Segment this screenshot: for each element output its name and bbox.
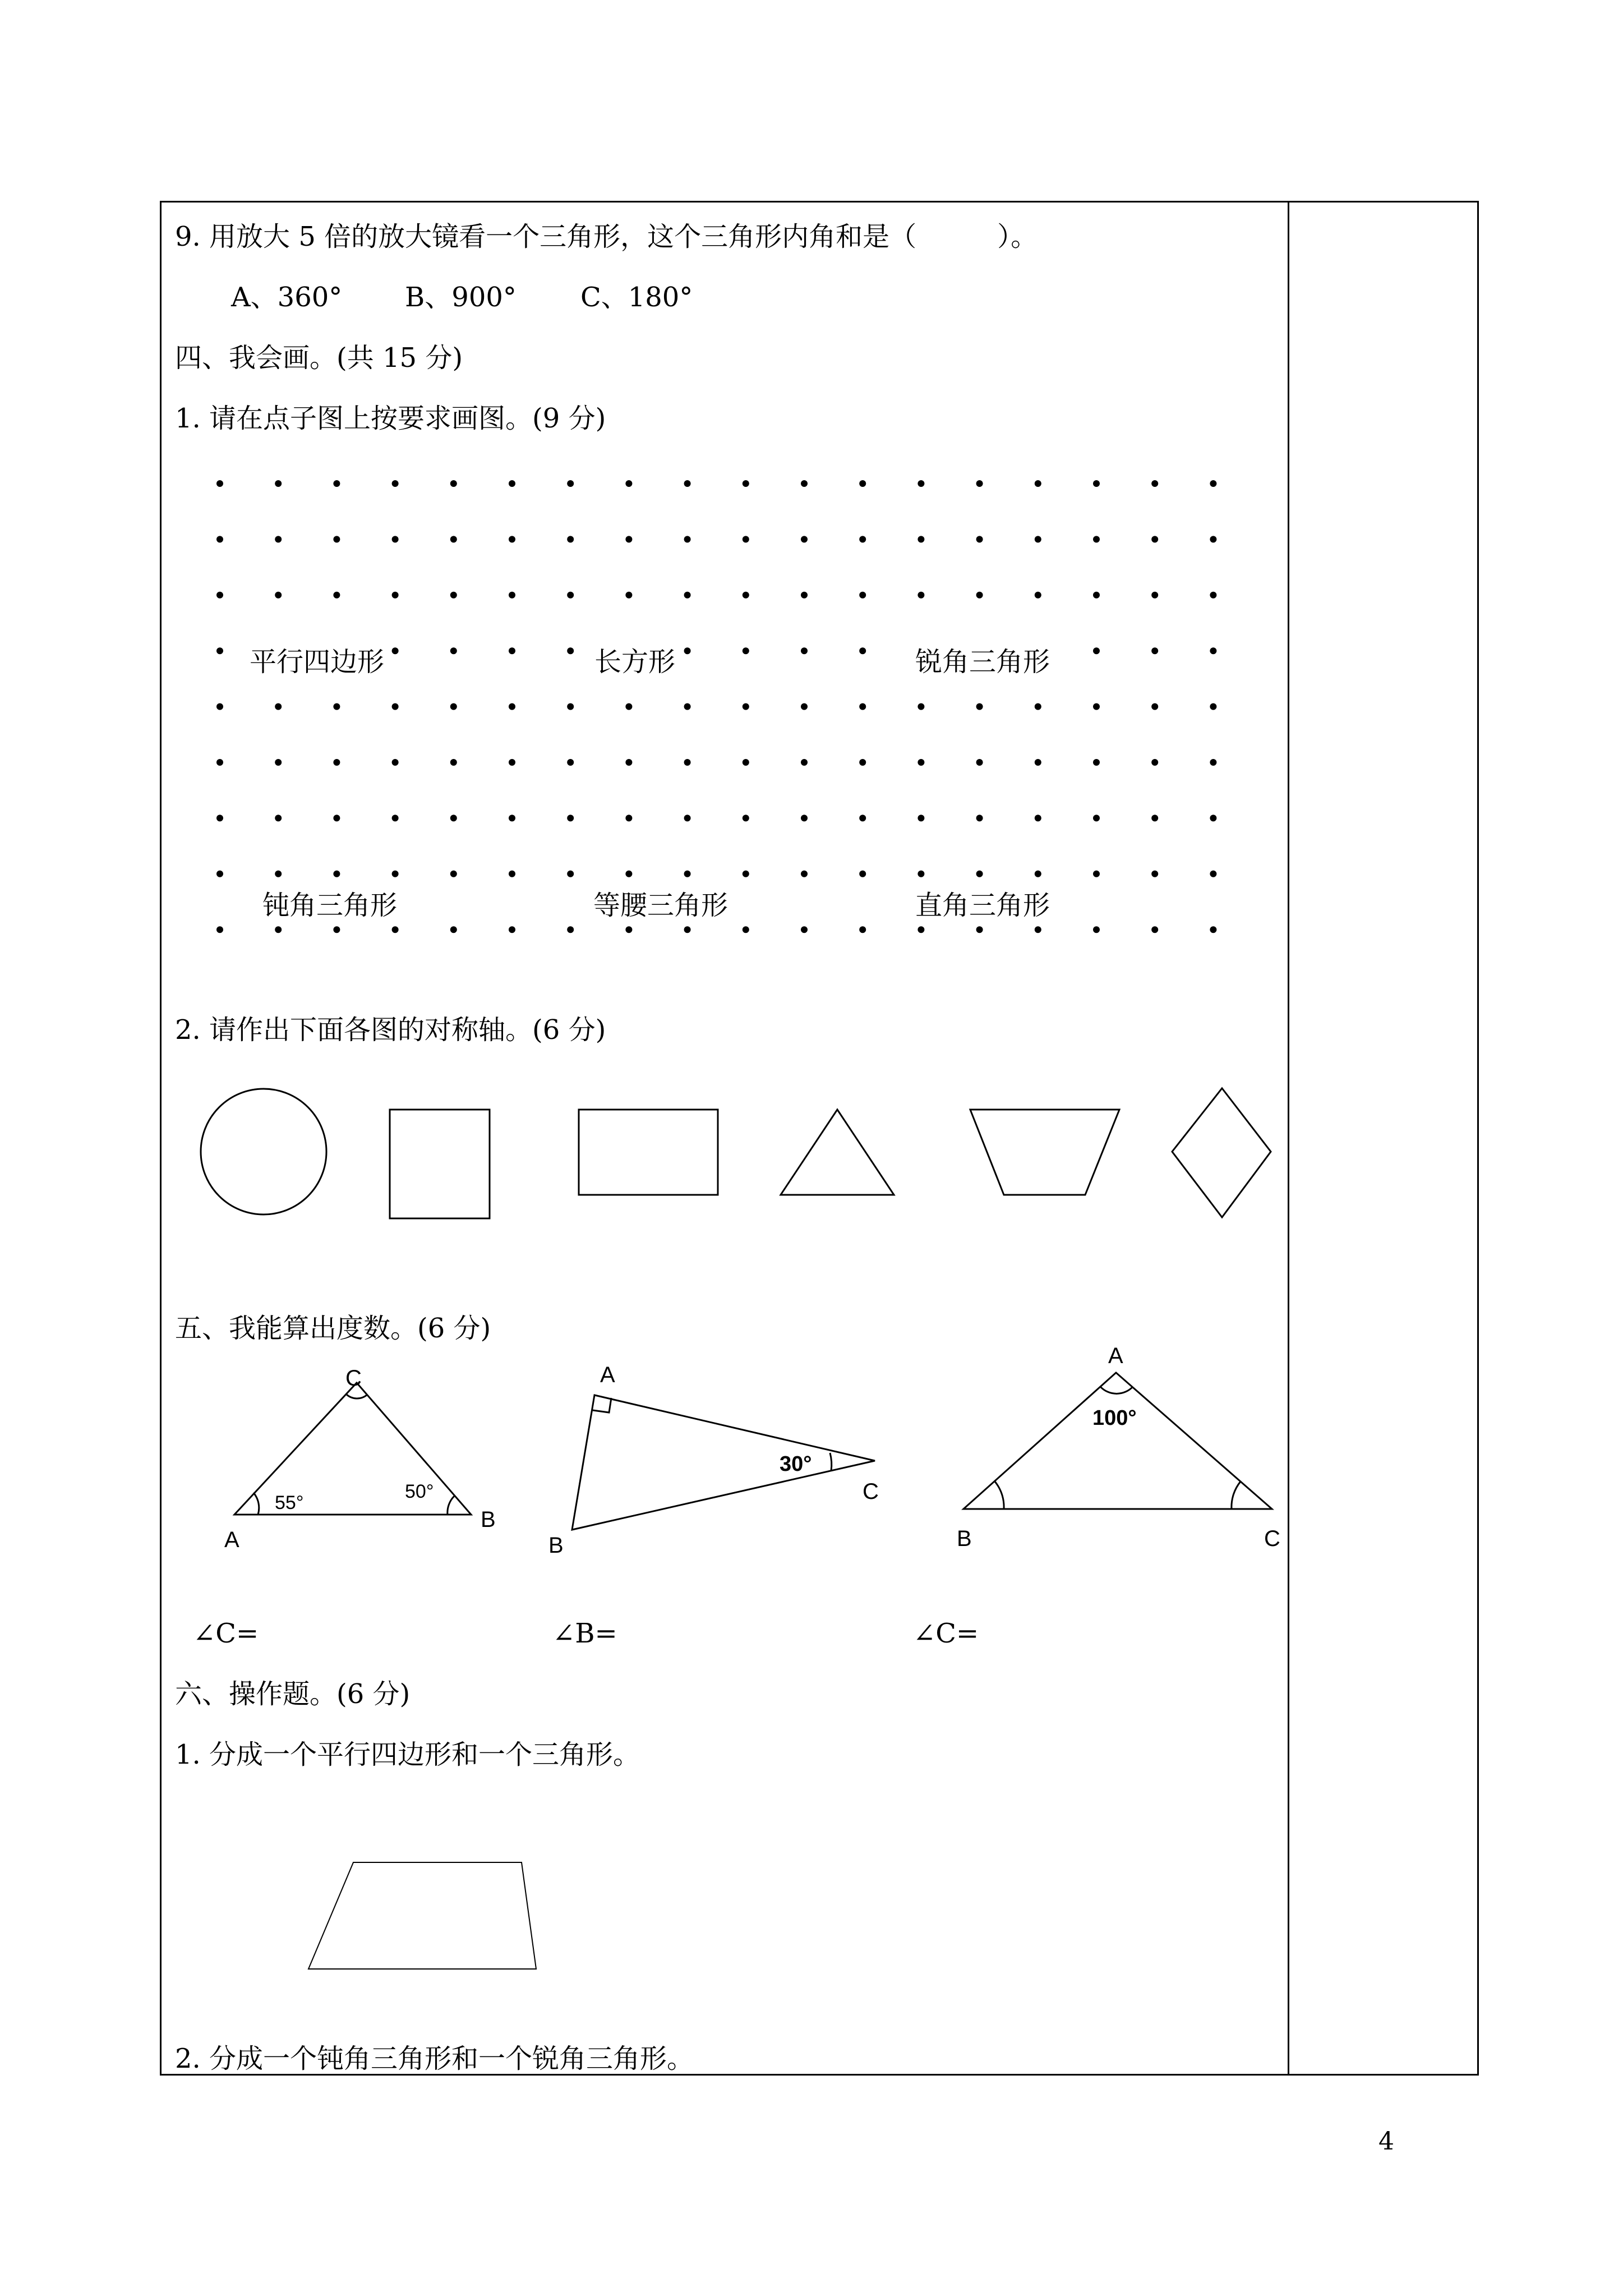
section-5-title: 五、我能算出度数。(6 分) xyxy=(175,1313,491,1344)
tri3-label-c: C xyxy=(1264,1526,1280,1551)
tri2-label-a: A xyxy=(600,1363,615,1387)
answer-3-angle-c: ∠C= xyxy=(913,1618,979,1649)
tri2-angle-c: 30° xyxy=(780,1452,812,1476)
tri1-label-a: A xyxy=(224,1527,239,1552)
q9-option-a: A、360° xyxy=(231,282,343,313)
question-9: 9. 用放大 5 倍的放大镜看一个三角形，这个三角形内角和是（ ）。 xyxy=(175,221,1038,252)
label-obtuse-triangle: 钝角三角形 xyxy=(262,890,398,921)
q9-option-c: C、180° xyxy=(580,282,693,313)
label-isosceles-triangle: 等腰三角形 xyxy=(593,890,728,921)
answer-2-angle-b: ∠B= xyxy=(552,1618,617,1649)
label-rectangle: 长方形 xyxy=(594,646,676,678)
tri2-label-c: C xyxy=(863,1479,879,1504)
label-parallelogram: 平行四边形 xyxy=(250,646,385,678)
q9-option-b: B、900° xyxy=(405,282,517,313)
label-right-triangle: 直角三角形 xyxy=(915,890,1050,921)
section-6-title: 六、操作题。(6 分) xyxy=(175,1678,411,1710)
tri3-label-b: B xyxy=(957,1526,972,1551)
section-4-title: 四、我会画。(共 15 分) xyxy=(175,342,463,374)
section-4-question-1: 1. 请在点子图上按要求画图。(9 分) xyxy=(175,403,606,434)
tri1-label-b: B xyxy=(481,1507,496,1532)
section-6-question-1: 1. 分成一个平行四边形和一个三角形。 xyxy=(175,1739,640,1770)
tri1-angle-a: 55° xyxy=(275,1492,304,1513)
tri3-angle-a: 100° xyxy=(1092,1406,1137,1430)
tri1-label-c: C xyxy=(345,1366,362,1391)
answer-1-angle-c: ∠C= xyxy=(193,1618,259,1649)
section-6-question-2: 2. 分成一个钝角三角形和一个锐角三角形。 xyxy=(175,2043,694,2074)
label-acute-triangle: 锐角三角形 xyxy=(915,646,1050,678)
tri3-label-a: A xyxy=(1108,1343,1123,1368)
page-number: 4 xyxy=(1378,2127,1394,2156)
section-4-question-2: 2. 请作出下面各图的对称轴。(6 分) xyxy=(175,1014,606,1046)
tri2-label-b: B xyxy=(548,1533,564,1558)
tri1-angle-b: 50° xyxy=(405,1481,434,1502)
